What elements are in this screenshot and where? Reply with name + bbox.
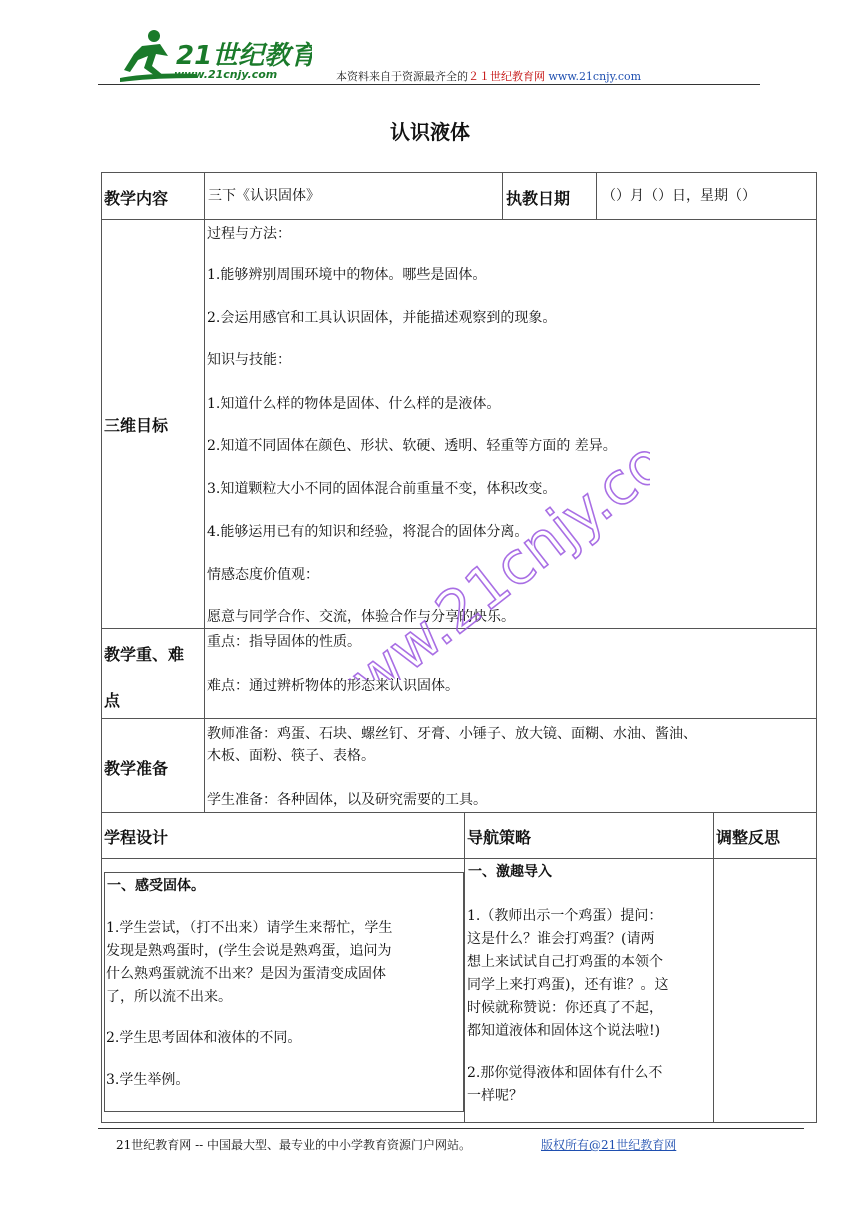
goals-line: 愿意与同学合作、交流，体验合作与分享的快乐。 (207, 609, 515, 625)
prep-teacher-line: 木板、面粉、筷子、表格。 (207, 748, 375, 764)
logo-wordmark: 21世纪教育 (176, 41, 312, 71)
table-line (101, 628, 817, 629)
strategy-col-header: 导航策略 (467, 828, 532, 847)
teaching-content-label: 教学内容 (104, 189, 169, 208)
strategy-line: 想上来试试自己打鸡蛋的本领个 (467, 954, 663, 970)
strategy-heading: 一、激趣导入 (468, 864, 552, 880)
table-line (502, 172, 503, 219)
design-col-header: 学程设计 (104, 828, 169, 847)
teaching-date-label: 执教日期 (506, 189, 571, 208)
design-line: 3.学生举例。 (106, 1072, 190, 1088)
document-title: 认识液体 (390, 120, 470, 144)
reflection-col-header: 调整反思 (716, 828, 781, 847)
key-focus: 重点：指导固体的性质。 (207, 634, 361, 650)
table-line (101, 858, 817, 859)
watermark-text: www.21cnjy.com (300, 392, 650, 680)
goals-line: 知识与技能： (207, 352, 291, 368)
table-line (101, 219, 817, 220)
goals-line: 2.会运用感官和工具认识固体，并能描述观察到的现象。 (207, 310, 557, 326)
goals-label: 三维目标 (104, 416, 169, 435)
header-note-prefix: 本资料来自于资源最齐全的 (336, 70, 468, 83)
table-line (464, 812, 465, 1123)
header-note (336, 68, 641, 84)
goals-line: 1.知道什么样的物体是固体、什么样的是液体。 (207, 396, 501, 412)
goals-line: 2.知道不同固体在颜色、形状、软硬、透明、轻重等方面的 差异。 (207, 438, 617, 454)
prep-teacher-line: 教师准备：鸡蛋、石块、螺丝钉、牙膏、小锤子、放大镜、面糊、水油、酱油、 (207, 726, 697, 742)
header-rule (98, 84, 760, 85)
table-line (101, 1122, 817, 1123)
table-line (596, 172, 597, 219)
table-line (101, 172, 102, 1123)
goals-line: 4.能够运用已有的知识和经验，将混合的固体分离。 (207, 524, 529, 540)
goals-line: 3.知道颗粒大小不同的固体混合前重量不变，体积改变。 (207, 481, 557, 497)
key-points-label-line1: 教学重、难 (104, 645, 185, 664)
design-line: 了，所以流不出来。 (106, 989, 232, 1005)
strategy-line: 1.（教师出示一个鸡蛋）提问： (467, 908, 663, 924)
strategy-line: 2.那你觉得液体和固体有什么不 (467, 1065, 663, 1081)
prep-label: 教学准备 (104, 759, 169, 778)
header-note-url[interactable]: www.21cnjy.com (548, 70, 642, 83)
logo-url: www.21cnjy.com (174, 68, 278, 81)
table-line (101, 172, 817, 173)
strategy-line: 一样呢？ (467, 1088, 523, 1104)
strategy-line: 同学上来打鸡蛋)，还有谁？。这 (467, 977, 669, 993)
key-points-label-line2: 点 (104, 691, 121, 710)
table-line (204, 172, 205, 812)
strategy-line: 这是什么？谁会打鸡蛋？(请两 (467, 931, 655, 947)
table-line (101, 718, 817, 719)
strategy-line: 都知道液体和固体这个说法啦!) (467, 1023, 661, 1039)
goals-line: 1.能够辨别周围环境中的物体。哪些是固体。 (207, 267, 487, 283)
design-line: 2.学生思考固体和液体的不同。 (106, 1030, 302, 1046)
table-line (816, 172, 817, 1123)
footer-tagline: 21世纪教育网 -- 中国最大型、最专业的中小学教育资源门户网站。 (116, 1138, 472, 1152)
footer-rule (98, 1128, 804, 1129)
design-line: 1.学生尝试，（打不出来）请学生来帮忙，学生 (106, 920, 393, 936)
design-heading: 一、感受固体。 (107, 878, 205, 894)
site-logo (112, 26, 312, 82)
design-line: 什么熟鸡蛋就流不出来？是因为蛋清变成固体 (106, 966, 386, 982)
key-difficulty: 难点：通过辨析物体的形态来认识固体。 (207, 678, 459, 694)
prep-student: 学生准备：各种固体，以及研究需要的工具。 (207, 792, 487, 808)
design-line: 发现是熟鸡蛋时，(学生会说是熟鸡蛋，追问为 (106, 943, 392, 959)
footer-copyright-link[interactable]: 版权所有@21世纪教育网 (541, 1138, 677, 1152)
goals-line: 情感态度价值观： (207, 567, 319, 583)
table-line (713, 812, 714, 1123)
goals-line: 过程与方法： (207, 226, 291, 242)
strategy-line: 时候就称赞说：你还真了不起， (467, 1000, 663, 1016)
teaching-date-value: （）月（）日，星期（） (602, 188, 756, 204)
header-note-site[interactable]: ２１世纪教育网 (468, 70, 545, 83)
table-line (101, 812, 817, 813)
teaching-content-value: 三下《认识固体》 (208, 188, 320, 204)
